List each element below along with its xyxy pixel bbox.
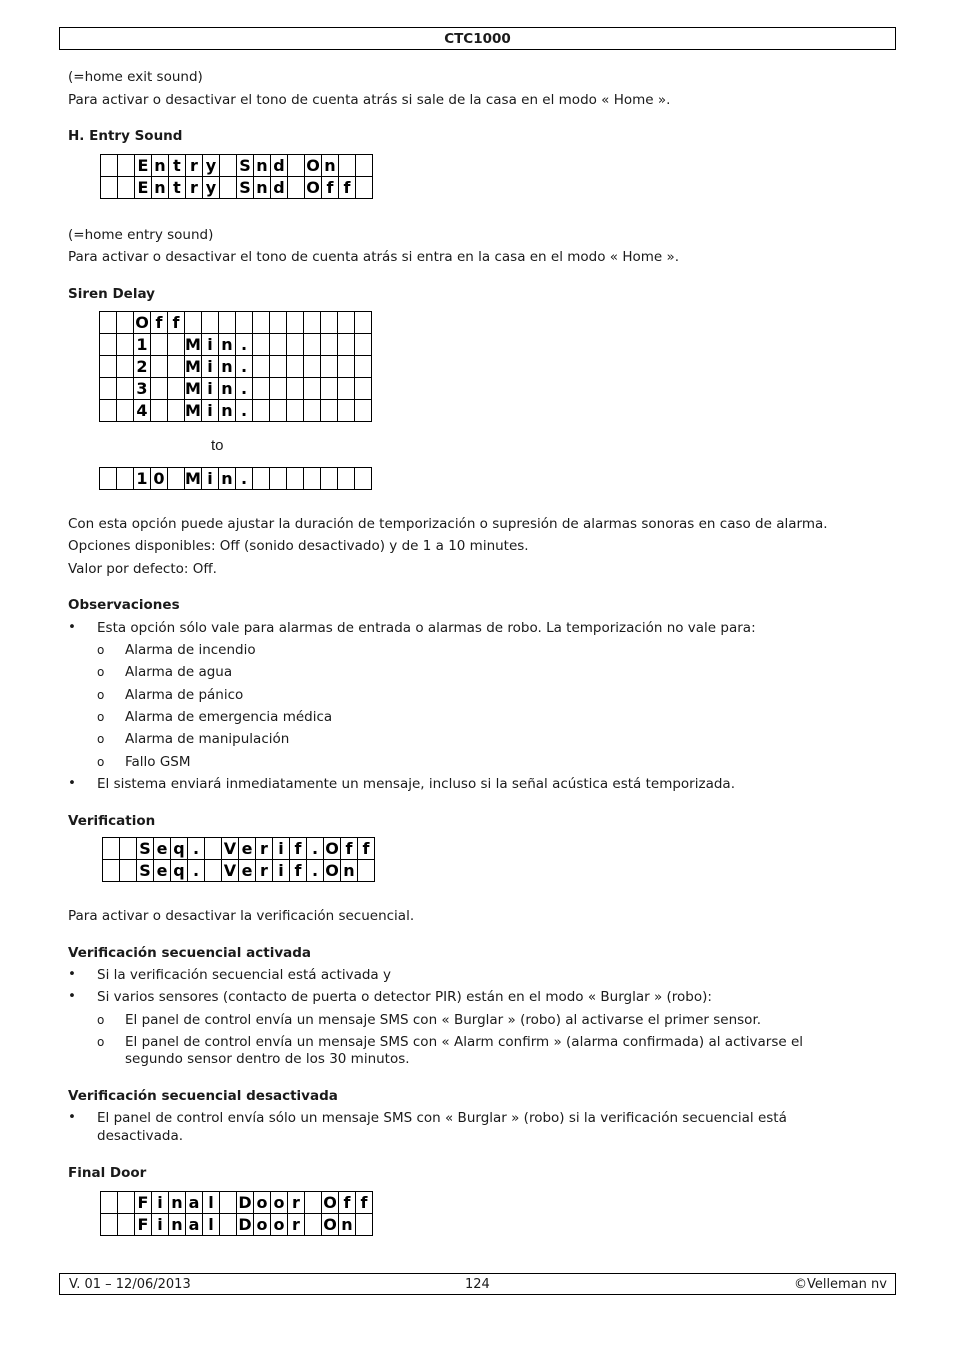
lcd-cell	[253, 356, 270, 378]
lcd-cell: V	[222, 860, 239, 882]
lcd-cell	[355, 378, 372, 400]
lcd-cell: n	[219, 334, 236, 356]
lcd-cell: i	[273, 838, 290, 860]
lcd-cell	[185, 312, 202, 334]
lcd-cell: F	[135, 1192, 152, 1214]
lcd-cell: i	[273, 860, 290, 882]
lcd-cell: M	[185, 378, 201, 398]
lcd-cell	[338, 312, 355, 334]
lcd-cell: O	[325, 838, 339, 858]
lcd-cell	[339, 155, 356, 177]
lcd-cell: .	[188, 838, 205, 860]
sub-bullet-icon: o	[97, 665, 105, 679]
lcd-cell	[117, 356, 134, 378]
obs-bullet-1: Esta opción sólo vale para alarmas de entrada o alarmas de robo. La temporización no vale para:	[97, 620, 756, 636]
lcd-cell	[287, 312, 304, 334]
verification-heading: Verification	[68, 813, 156, 829]
lcd-cell	[151, 334, 168, 356]
lcd-row	[101, 1192, 373, 1214]
lcd-cell	[304, 334, 321, 356]
lcd-cell: 0	[151, 468, 168, 490]
lcd-cell	[321, 400, 338, 422]
obs-bullet-2: El sistema enviará inmediatamente un mensaje, incluso si la señal acústica está temporizada.	[97, 776, 735, 792]
lcd-cell	[270, 400, 287, 422]
lcd-cell	[253, 334, 270, 356]
lcd-cell: r	[288, 1192, 305, 1214]
lcd-cell: i	[202, 378, 219, 400]
lcd-cell: f	[341, 838, 358, 860]
sub-bullet-icon: o	[97, 1013, 105, 1027]
obs-sub-item: Alarma de incendio	[125, 642, 256, 658]
lcd-cell: a	[186, 1192, 203, 1214]
lcd-cell: M	[185, 334, 201, 354]
lcd-row	[100, 356, 372, 378]
lcd-cell: d	[271, 155, 288, 177]
obs-sub-item: Alarma de pánico	[125, 687, 244, 703]
lcd-cell	[100, 356, 117, 378]
lcd-cell: D	[238, 1192, 252, 1212]
lcd-cell	[305, 1214, 322, 1236]
lcd-cell: O	[306, 177, 320, 197]
lcd-cell: .	[307, 838, 324, 860]
lcd-cell	[253, 468, 270, 490]
sub-bullet-icon: o	[97, 643, 105, 657]
verif-on-sub-1: El panel de control envía un mensaje SMS con « Burglar » (robo) al activarse el primer sensor.	[125, 1012, 762, 1028]
lcd-cell	[220, 1214, 237, 1236]
lcd-cell: n	[169, 1192, 186, 1214]
lcd-cell: r	[186, 155, 203, 177]
lcd-cell	[356, 1214, 373, 1236]
lcd-cell	[338, 378, 355, 400]
lcd-cell: f	[322, 177, 339, 199]
siren-desc-1: Con esta opción puede ajustar la duración de temporización o supresión de alarmas sonoras en caso de alarma.	[68, 516, 828, 532]
lcd-cell	[288, 155, 305, 177]
lcd-cell: n	[339, 1214, 356, 1236]
lcd-cell	[358, 860, 375, 882]
lcd-cell: o	[271, 1214, 288, 1236]
verification-lcd	[102, 837, 375, 882]
lcd-cell	[120, 860, 137, 882]
lcd-cell: M	[185, 468, 201, 488]
footer-copyright: ©Velleman nv	[793, 1277, 887, 1292]
lcd-cell: l	[203, 1214, 220, 1236]
lcd-cell	[287, 334, 304, 356]
lcd-cell: .	[307, 860, 324, 882]
lcd-cell	[118, 1214, 135, 1236]
lcd-cell: .	[236, 400, 253, 422]
lcd-cell	[120, 838, 137, 860]
lcd-cell	[253, 312, 270, 334]
lcd-cell: l	[203, 1192, 220, 1214]
lcd-cell	[220, 177, 237, 199]
lcd-cell: O	[323, 1214, 337, 1234]
lcd-cell: S	[237, 155, 254, 177]
footer-version: V. 01 – 12/06/2013	[69, 1277, 191, 1292]
page-footer	[59, 1273, 896, 1295]
verification-desc: Para activar o desactivar la verificación secuencial.	[68, 908, 415, 924]
bullet-icon: •	[68, 775, 76, 791]
siren-delay-lcd-last	[99, 467, 372, 490]
sub-bullet-icon: o	[97, 732, 105, 746]
lcd-cell: i	[202, 468, 219, 490]
entry-sound-heading: H. Entry Sound	[68, 128, 183, 144]
lcd-cell: S	[137, 838, 154, 860]
lcd-cell: r	[256, 838, 273, 860]
siren-to-label: to	[211, 437, 224, 454]
verif-on-bullet-2: Si varios sensores (contacto de puerta o detector PIR) están en el modo « Burglar » (robo):	[97, 989, 712, 1005]
siren-desc-2: Opciones disponibles: Off (sonido desactivado) y de 1 a 10 minutes.	[68, 538, 529, 554]
lcd-cell: n	[219, 378, 236, 400]
lcd-cell	[168, 356, 185, 378]
lcd-cell	[118, 1192, 135, 1214]
lcd-cell	[168, 378, 185, 400]
lcd-cell: f	[168, 312, 185, 334]
lcd-cell	[168, 468, 185, 490]
lcd-cell: M	[185, 356, 201, 376]
verif-off-bullet-1b: desactivada.	[97, 1128, 184, 1144]
lcd-cell: t	[169, 177, 186, 199]
entry-sound-note: (=home entry sound)	[68, 227, 214, 243]
lcd-cell: i	[152, 1214, 169, 1236]
verif-on-heading: Verificación secuencial activada	[68, 945, 311, 961]
lcd-cell	[355, 468, 372, 490]
sub-bullet-icon: o	[97, 710, 105, 724]
bullet-icon: •	[68, 1109, 76, 1125]
verif-off-bullet-1a: El panel de control envía sólo un mensaje SMS con « Burglar » (robo) si la verificación secuencial está	[97, 1110, 787, 1126]
lcd-cell	[321, 334, 338, 356]
lcd-cell	[355, 400, 372, 422]
lcd-cell: O	[325, 860, 339, 880]
lcd-cell: V	[222, 838, 239, 860]
lcd-cell: i	[152, 1192, 169, 1214]
lcd-cell	[101, 1214, 118, 1236]
lcd-cell: O	[323, 1192, 337, 1212]
lcd-cell	[356, 155, 373, 177]
lcd-cell	[304, 468, 321, 490]
sub-bullet-icon: o	[97, 755, 105, 769]
lcd-cell: n	[152, 177, 169, 199]
entry-sound-desc: Para activar o desactivar el tono de cuenta atrás si entra en la casa en el modo « Home ».	[68, 249, 680, 265]
lcd-cell	[117, 400, 134, 422]
lcd-cell	[355, 334, 372, 356]
lcd-cell	[270, 468, 287, 490]
lcd-cell: i	[202, 356, 219, 378]
lcd-cell: M	[185, 400, 201, 420]
bullet-icon: •	[68, 619, 76, 635]
lcd-cell: q	[171, 860, 188, 882]
verif-on-sub-2b: segundo sensor dentro de los 30 minutos.	[125, 1051, 410, 1067]
lcd-cell	[287, 356, 304, 378]
lcd-cell	[100, 378, 117, 400]
lcd-cell	[118, 177, 135, 199]
lcd-cell	[287, 378, 304, 400]
lcd-cell	[338, 400, 355, 422]
lcd-cell	[100, 468, 117, 490]
lcd-cell: f	[151, 312, 168, 334]
lcd-cell: n	[322, 155, 339, 177]
observations-heading: Observaciones	[68, 597, 180, 613]
lcd-cell: n	[219, 356, 236, 378]
sub-bullet-icon: o	[97, 1035, 105, 1049]
exit-sound-desc: Para activar o desactivar el tono de cuenta atrás si sale de la casa en el modo « Home ».	[68, 92, 671, 108]
bullet-icon: •	[68, 988, 76, 1004]
lcd-cell: o	[254, 1214, 271, 1236]
lcd-row	[103, 860, 375, 882]
siren-delay-lcd	[99, 311, 372, 422]
final-door-heading: Final Door	[68, 1165, 147, 1181]
lcd-cell	[117, 312, 134, 334]
lcd-cell: d	[271, 177, 288, 199]
lcd-cell	[304, 312, 321, 334]
lcd-cell: n	[254, 155, 271, 177]
lcd-cell: O	[306, 155, 320, 175]
lcd-cell	[100, 400, 117, 422]
final-door-lcd	[100, 1191, 373, 1236]
lcd-cell	[117, 378, 134, 400]
lcd-cell	[287, 468, 304, 490]
lcd-cell: n	[152, 155, 169, 177]
lcd-row	[100, 400, 372, 422]
lcd-row	[100, 334, 372, 356]
lcd-cell: o	[254, 1192, 271, 1214]
lcd-cell: .	[236, 468, 253, 490]
verif-off-heading: Verificación secuencial desactivada	[68, 1088, 338, 1104]
lcd-row	[101, 1214, 373, 1236]
lcd-cell	[101, 155, 118, 177]
lcd-cell: r	[288, 1214, 305, 1236]
bullet-icon: •	[68, 966, 76, 982]
lcd-cell: e	[239, 838, 256, 860]
lcd-cell	[100, 312, 117, 334]
lcd-cell	[321, 378, 338, 400]
lcd-cell: i	[202, 400, 219, 422]
lcd-row	[101, 177, 373, 199]
lcd-cell	[220, 155, 237, 177]
lcd-cell	[304, 400, 321, 422]
lcd-cell: a	[186, 1214, 203, 1236]
lcd-row	[100, 468, 372, 490]
lcd-cell: 2	[134, 356, 151, 378]
lcd-cell	[321, 312, 338, 334]
lcd-cell: f	[339, 1192, 356, 1214]
lcd-cell	[338, 356, 355, 378]
lcd-cell: .	[236, 334, 253, 356]
lcd-cell	[101, 1192, 118, 1214]
lcd-cell: q	[171, 838, 188, 860]
verif-on-bullet-1: Si la verificación secuencial está activada y	[97, 967, 391, 983]
lcd-cell	[202, 312, 219, 334]
lcd-cell	[321, 468, 338, 490]
page-header-title: CTC1000	[59, 27, 896, 50]
siren-desc-3: Valor por defecto: Off.	[68, 561, 217, 577]
lcd-cell	[117, 334, 134, 356]
lcd-cell: E	[135, 155, 152, 177]
lcd-cell: E	[135, 177, 152, 199]
sub-bullet-icon: o	[97, 688, 105, 702]
lcd-cell: r	[256, 860, 273, 882]
lcd-cell	[321, 356, 338, 378]
lcd-cell	[219, 312, 236, 334]
lcd-cell	[338, 334, 355, 356]
lcd-cell: o	[271, 1192, 288, 1214]
lcd-cell	[117, 468, 134, 490]
obs-sub-item: Fallo GSM	[125, 754, 191, 770]
lcd-cell: f	[290, 838, 307, 860]
lcd-cell: n	[254, 177, 271, 199]
lcd-cell	[151, 378, 168, 400]
lcd-cell: i	[202, 334, 219, 356]
lcd-cell: f	[339, 177, 356, 199]
footer-page-number: 124	[465, 1277, 490, 1292]
lcd-cell	[270, 356, 287, 378]
lcd-cell	[103, 860, 120, 882]
lcd-cell	[338, 468, 355, 490]
lcd-cell	[253, 400, 270, 422]
lcd-cell	[118, 155, 135, 177]
lcd-cell: r	[186, 177, 203, 199]
lcd-cell: 3	[134, 378, 151, 400]
lcd-cell	[270, 334, 287, 356]
obs-sub-item: Alarma de manipulación	[125, 731, 290, 747]
lcd-cell	[101, 177, 118, 199]
lcd-cell	[100, 334, 117, 356]
lcd-cell: n	[341, 860, 358, 882]
lcd-cell: y	[203, 155, 220, 177]
lcd-cell: f	[356, 1192, 373, 1214]
entry-sound-lcd	[100, 154, 373, 199]
obs-sub-item: Alarma de emergencia médica	[125, 709, 333, 725]
verif-on-sub-2a: El panel de control envía un mensaje SMS con « Alarm confirm » (alarma confirmada) al activarse el	[125, 1034, 804, 1050]
lcd-cell	[287, 400, 304, 422]
lcd-cell: 1	[134, 334, 151, 356]
lcd-cell: D	[238, 1214, 252, 1234]
lcd-cell: S	[237, 177, 254, 199]
lcd-cell	[103, 838, 120, 860]
lcd-cell	[304, 378, 321, 400]
lcd-cell	[151, 400, 168, 422]
lcd-cell	[205, 860, 222, 882]
lcd-row	[103, 838, 375, 860]
lcd-cell	[151, 356, 168, 378]
lcd-cell: e	[154, 860, 171, 882]
lcd-cell: n	[219, 468, 236, 490]
lcd-cell: f	[358, 838, 375, 860]
lcd-cell: S	[137, 860, 154, 882]
lcd-cell	[220, 1192, 237, 1214]
lcd-cell: n	[169, 1214, 186, 1236]
lcd-cell	[205, 838, 222, 860]
lcd-cell: y	[203, 177, 220, 199]
lcd-cell: f	[290, 860, 307, 882]
lcd-row	[100, 378, 372, 400]
lcd-cell	[236, 312, 253, 334]
lcd-cell: O	[135, 312, 149, 332]
lcd-row	[101, 155, 373, 177]
exit-sound-note: (=home exit sound)	[68, 69, 203, 85]
lcd-cell	[270, 312, 287, 334]
lcd-row	[100, 312, 372, 334]
lcd-cell: e	[239, 860, 256, 882]
lcd-cell	[168, 400, 185, 422]
lcd-cell: e	[154, 838, 171, 860]
lcd-cell: t	[169, 155, 186, 177]
lcd-cell	[356, 177, 373, 199]
siren-delay-heading: Siren Delay	[68, 286, 155, 302]
lcd-cell: 4	[134, 400, 151, 422]
lcd-cell: .	[188, 860, 205, 882]
lcd-cell	[168, 334, 185, 356]
lcd-cell	[253, 378, 270, 400]
lcd-cell: F	[135, 1214, 152, 1236]
lcd-cell	[288, 177, 305, 199]
lcd-cell: .	[236, 356, 253, 378]
lcd-cell: .	[236, 378, 253, 400]
lcd-cell: 1	[134, 468, 151, 490]
lcd-cell	[270, 378, 287, 400]
lcd-cell	[304, 356, 321, 378]
lcd-cell	[355, 312, 372, 334]
lcd-cell	[355, 356, 372, 378]
lcd-cell	[305, 1192, 322, 1214]
obs-sub-item: Alarma de agua	[125, 664, 233, 680]
lcd-cell: n	[219, 400, 236, 422]
